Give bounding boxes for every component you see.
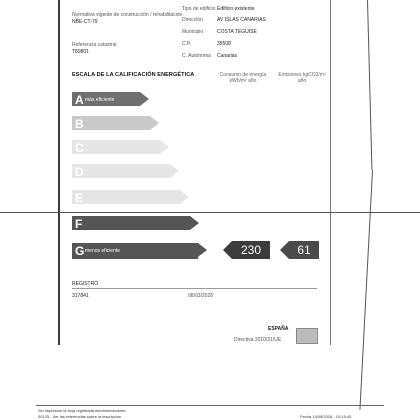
refcat-label: Referencia catastral: [72, 42, 117, 48]
tipo-value: Edificio existente: [217, 6, 255, 12]
comunidad-label: C. Autónoma: [182, 53, 211, 59]
eu-flag-icon: [296, 328, 318, 344]
band-e: [72, 190, 180, 204]
footer-sub: 00125 - Ver las referencias sobre la inscripción: [38, 414, 122, 419]
band-a-letter: A: [75, 93, 84, 107]
tipo-label: Tipo de edificio: [182, 6, 216, 12]
refcat-value: T89801: [72, 49, 89, 55]
consumption-rating-badge: 230: [232, 241, 270, 259]
registro-value: 317841: [72, 293, 89, 299]
registro-date: 08/03/2028: [188, 293, 214, 299]
band-d: [72, 164, 170, 178]
consumption-column-header: Consumo de energía kWh/m² año: [219, 72, 267, 84]
band-a-text: más eficiente: [85, 97, 115, 103]
emissions-column-header: Emisiones kgCO2/m² año: [278, 72, 326, 84]
band-b-letter: B: [75, 117, 84, 131]
scan-vertical-line-lower: [359, 170, 373, 410]
scan-horizontal-line: [0, 212, 420, 213]
footer-divider: [36, 405, 384, 406]
direccion-label: Dirección: [182, 17, 203, 23]
emissions-rating-badge: 61: [289, 241, 319, 259]
cp-value: 35508: [217, 41, 231, 47]
cp-label: C.P.: [182, 41, 192, 47]
band-g-letter: G: [75, 244, 85, 258]
band-c: [72, 140, 160, 154]
band-c-letter: C: [75, 141, 84, 155]
band-e-letter: E: [75, 191, 84, 205]
normativa-label: Normativa vigente de construcción / rehabilitación: [72, 12, 183, 18]
band-g-text: menos eficiente: [85, 248, 121, 254]
registro-label: REGISTRO: [72, 281, 99, 287]
footer-left: Sin impresión la hoja registrada electrónicamente: [38, 408, 126, 413]
country-label: ESPAÑA: [268, 326, 289, 332]
registro-divider: [72, 288, 317, 289]
direccion-value: AV ISLAS CANARIAS: [217, 17, 266, 23]
band-g: [72, 243, 198, 259]
scale-title: ESCALA DE LA CALIFICACIÓN ENERGÉTICA: [72, 72, 195, 78]
scan-vertical-line-upper: [367, 0, 372, 170]
band-a: [72, 92, 140, 106]
band-f: [72, 216, 190, 230]
footer-right: Fecha 14/09/2018 - 10:15:40: [300, 414, 352, 419]
directive-label: Directiva 2010/31/UE: [234, 337, 282, 343]
band-d-letter: D: [75, 165, 84, 179]
normativa-value: NBE-CT-79: [72, 19, 98, 25]
municipio-value: COSTA TEGUISE: [217, 29, 257, 35]
band-b: [72, 116, 150, 130]
municipio-label: Municipio: [182, 29, 204, 35]
band-f-letter: F: [75, 217, 83, 231]
comunidad-value: Canarias: [217, 53, 238, 59]
